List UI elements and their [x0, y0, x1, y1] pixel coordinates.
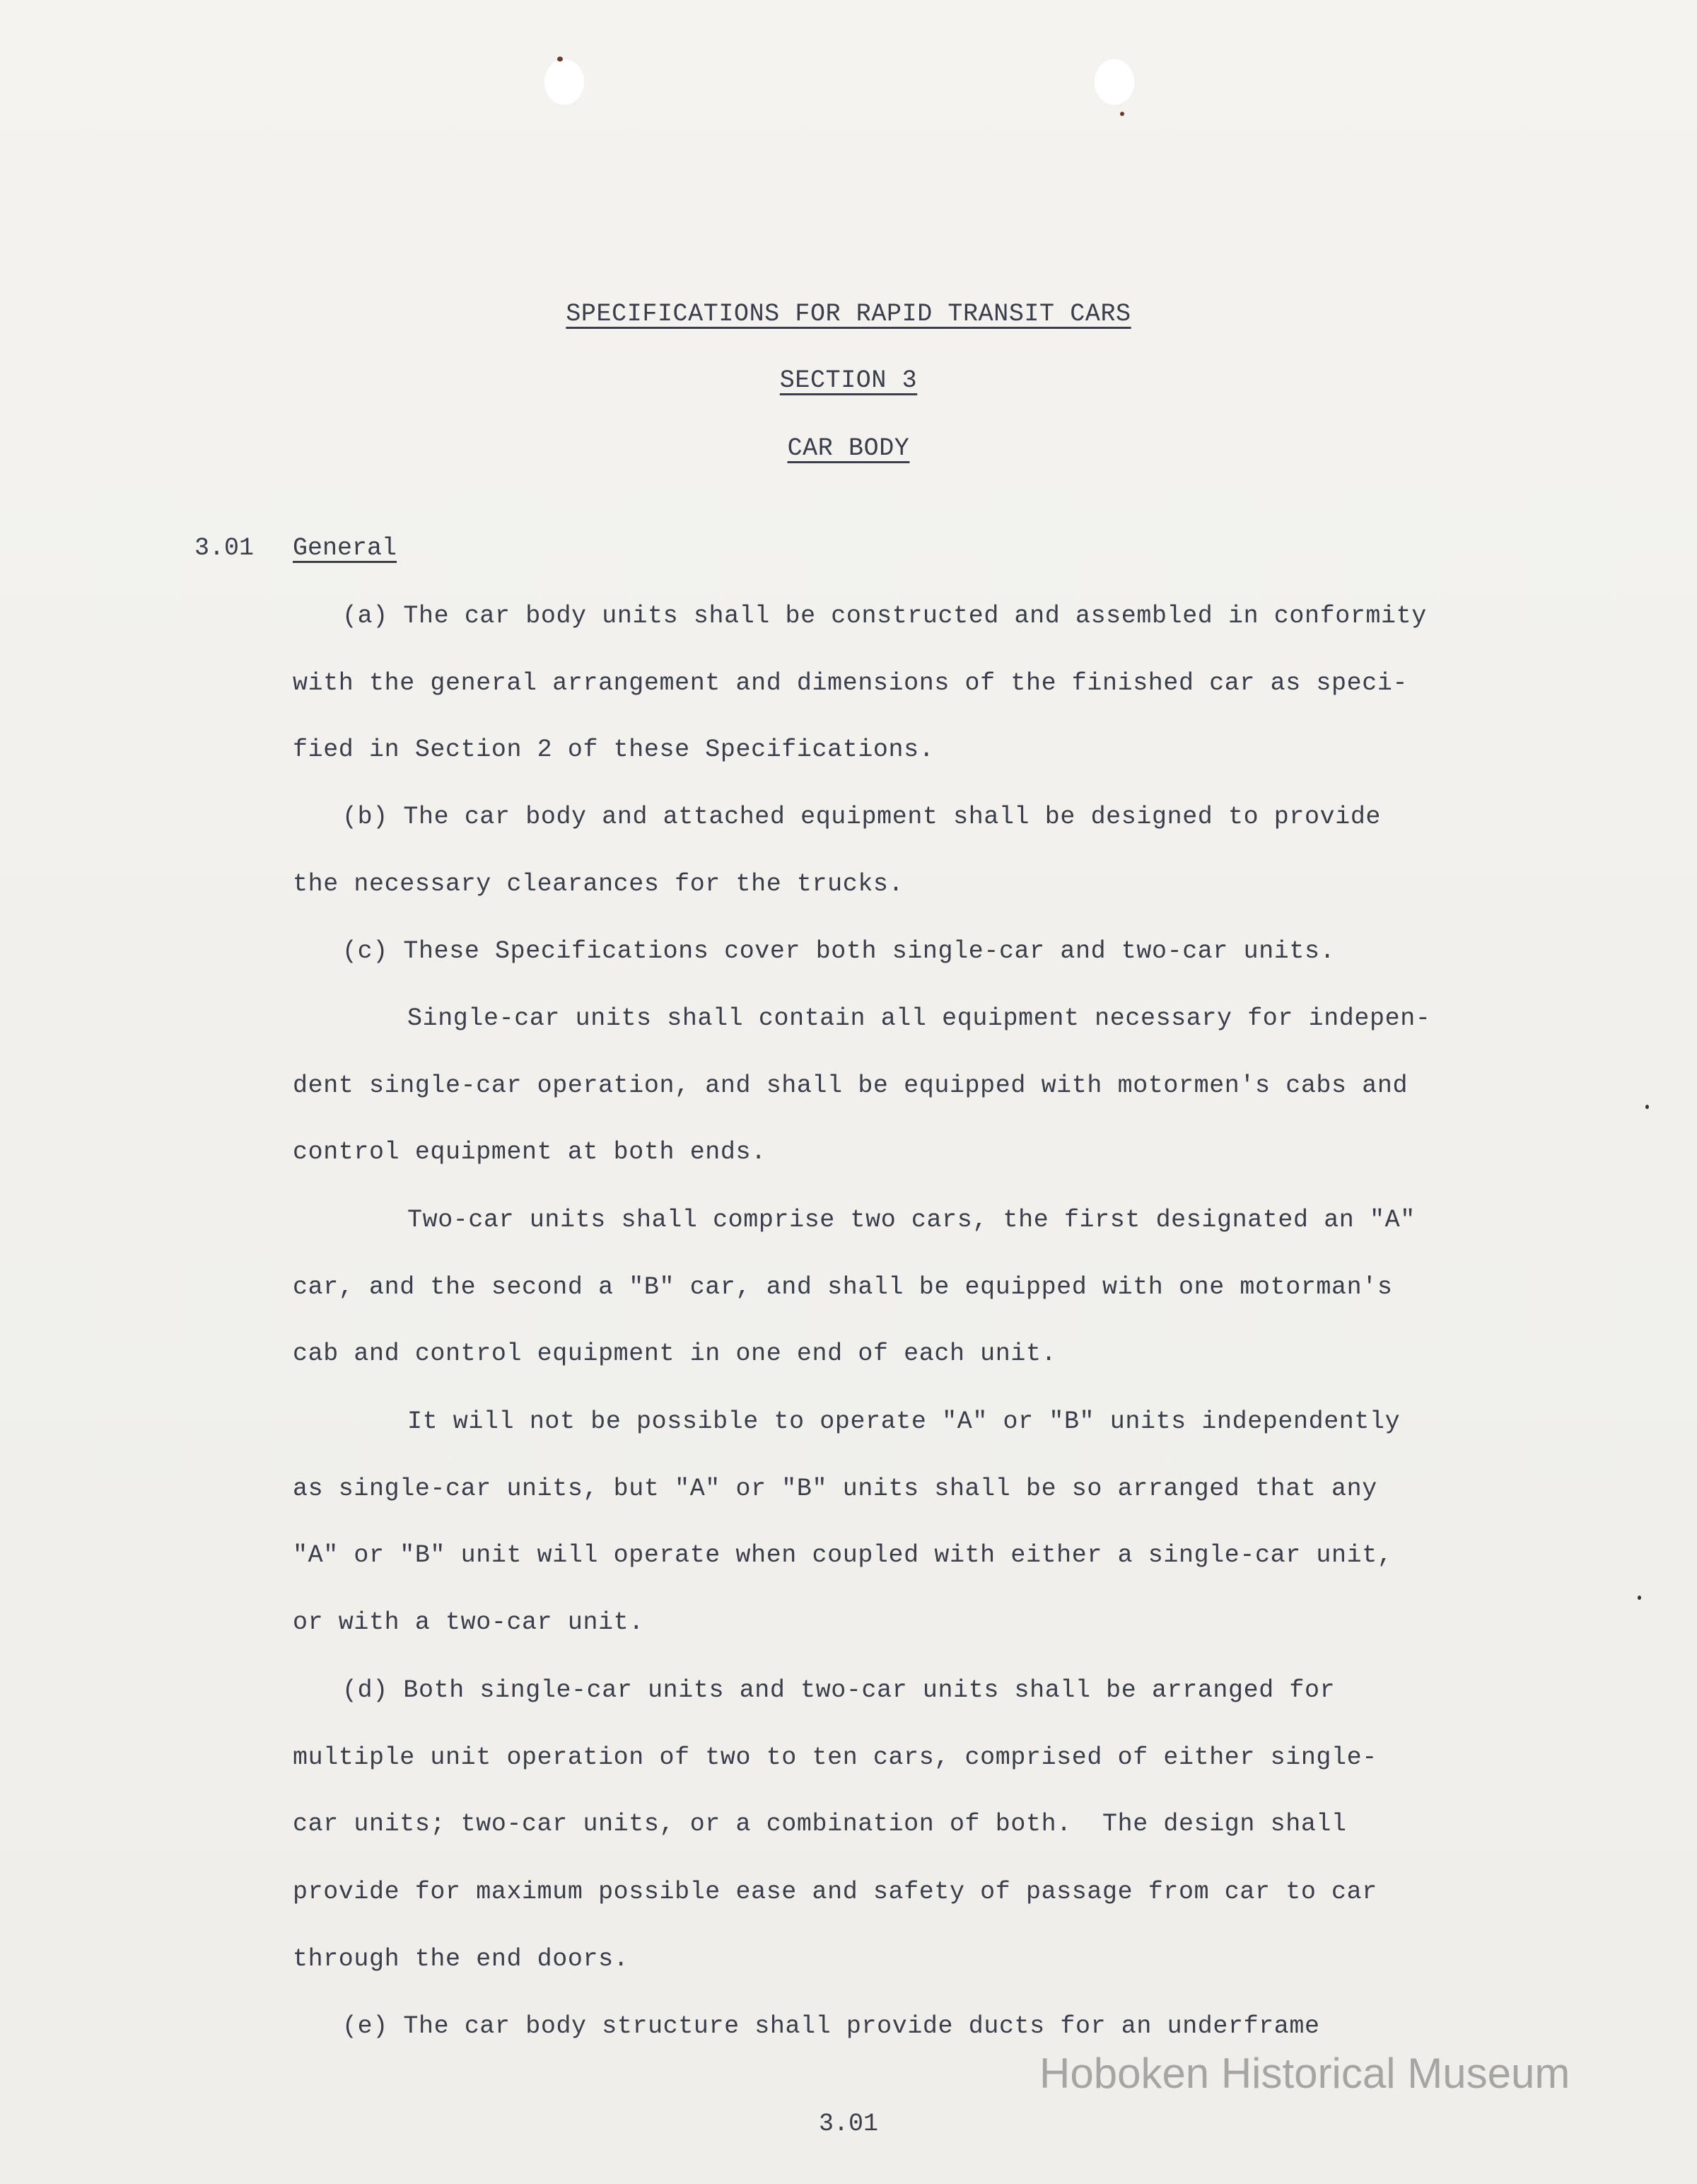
body-line: car units; two-car units, or a combination of both. The design shall: [293, 1810, 1347, 1838]
rust-speck: [1120, 112, 1124, 116]
body-line: fied in Section 2 of these Specifications.: [293, 736, 935, 764]
subsection-number: 3.01: [194, 534, 255, 562]
rust-speck: [557, 57, 563, 62]
museum-watermark: Hoboken Historical Museum: [1039, 2050, 1570, 2097]
body-line: (b) The car body and attached equipment shall be designed to provide: [342, 803, 1382, 831]
body-line: through the end doors.: [293, 1945, 629, 1973]
body-line: control equipment at both ends.: [293, 1138, 766, 1166]
body-line: car, and the second a "B" car, and shall be equipped with one motorman's: [293, 1273, 1393, 1301]
section-subtitle: CAR BODY: [787, 434, 910, 463]
punch-hole-right: [1093, 58, 1136, 106]
body-line: (d) Both single-car units and two-car units shall be arranged for: [342, 1676, 1336, 1704]
punch-hole-left: [543, 58, 585, 106]
document-title: SPECIFICATIONS FOR RAPID TRANSIT CARS: [566, 300, 1131, 328]
body-line: (e) The car body structure shall provide ducts for an underframe: [342, 2012, 1320, 2040]
body-line: dent single-car operation, and shall be equipped with motormen's cabs and: [293, 1071, 1409, 1100]
body-line: Single-car units shall contain all equipment necessary for indepen-: [407, 1004, 1431, 1033]
body-line: or with a two-car unit.: [293, 1608, 644, 1637]
body-line: Two-car units shall comprise two cars, the first designated an "A": [407, 1206, 1416, 1234]
body-line: the necessary clearances for the trucks.: [293, 870, 904, 898]
body-line: with the general arrangement and dimensions of the finished car as speci-: [293, 669, 1409, 697]
body-line: as single-car units, but "A" or "B" units shall be so arranged that any: [293, 1475, 1377, 1503]
body-line: (a) The car body units shall be constructed and assembled in conformity: [342, 602, 1427, 630]
body-line: cab and control equipment in one end of each unit.: [293, 1340, 1057, 1368]
body-line: multiple unit operation of two to ten cars, comprised of either single-: [293, 1743, 1377, 1772]
page-number: 3.01: [818, 2110, 878, 2138]
ink-speck: [1645, 1105, 1649, 1109]
body-line: (c) These Specifications cover both single-car and two-car units.: [342, 937, 1336, 965]
body-line: "A" or "B" unit will operate when coupled with either a single-car unit,: [293, 1541, 1393, 1569]
section-label: SECTION 3: [779, 366, 918, 395]
ink-speck: [1638, 1596, 1641, 1600]
body-line: It will not be possible to operate "A" or "B" units independently: [407, 1407, 1401, 1436]
body-line: provide for maximum possible ease and safety of passage from car to car: [293, 1878, 1377, 1906]
subsection-title: General: [293, 534, 397, 562]
